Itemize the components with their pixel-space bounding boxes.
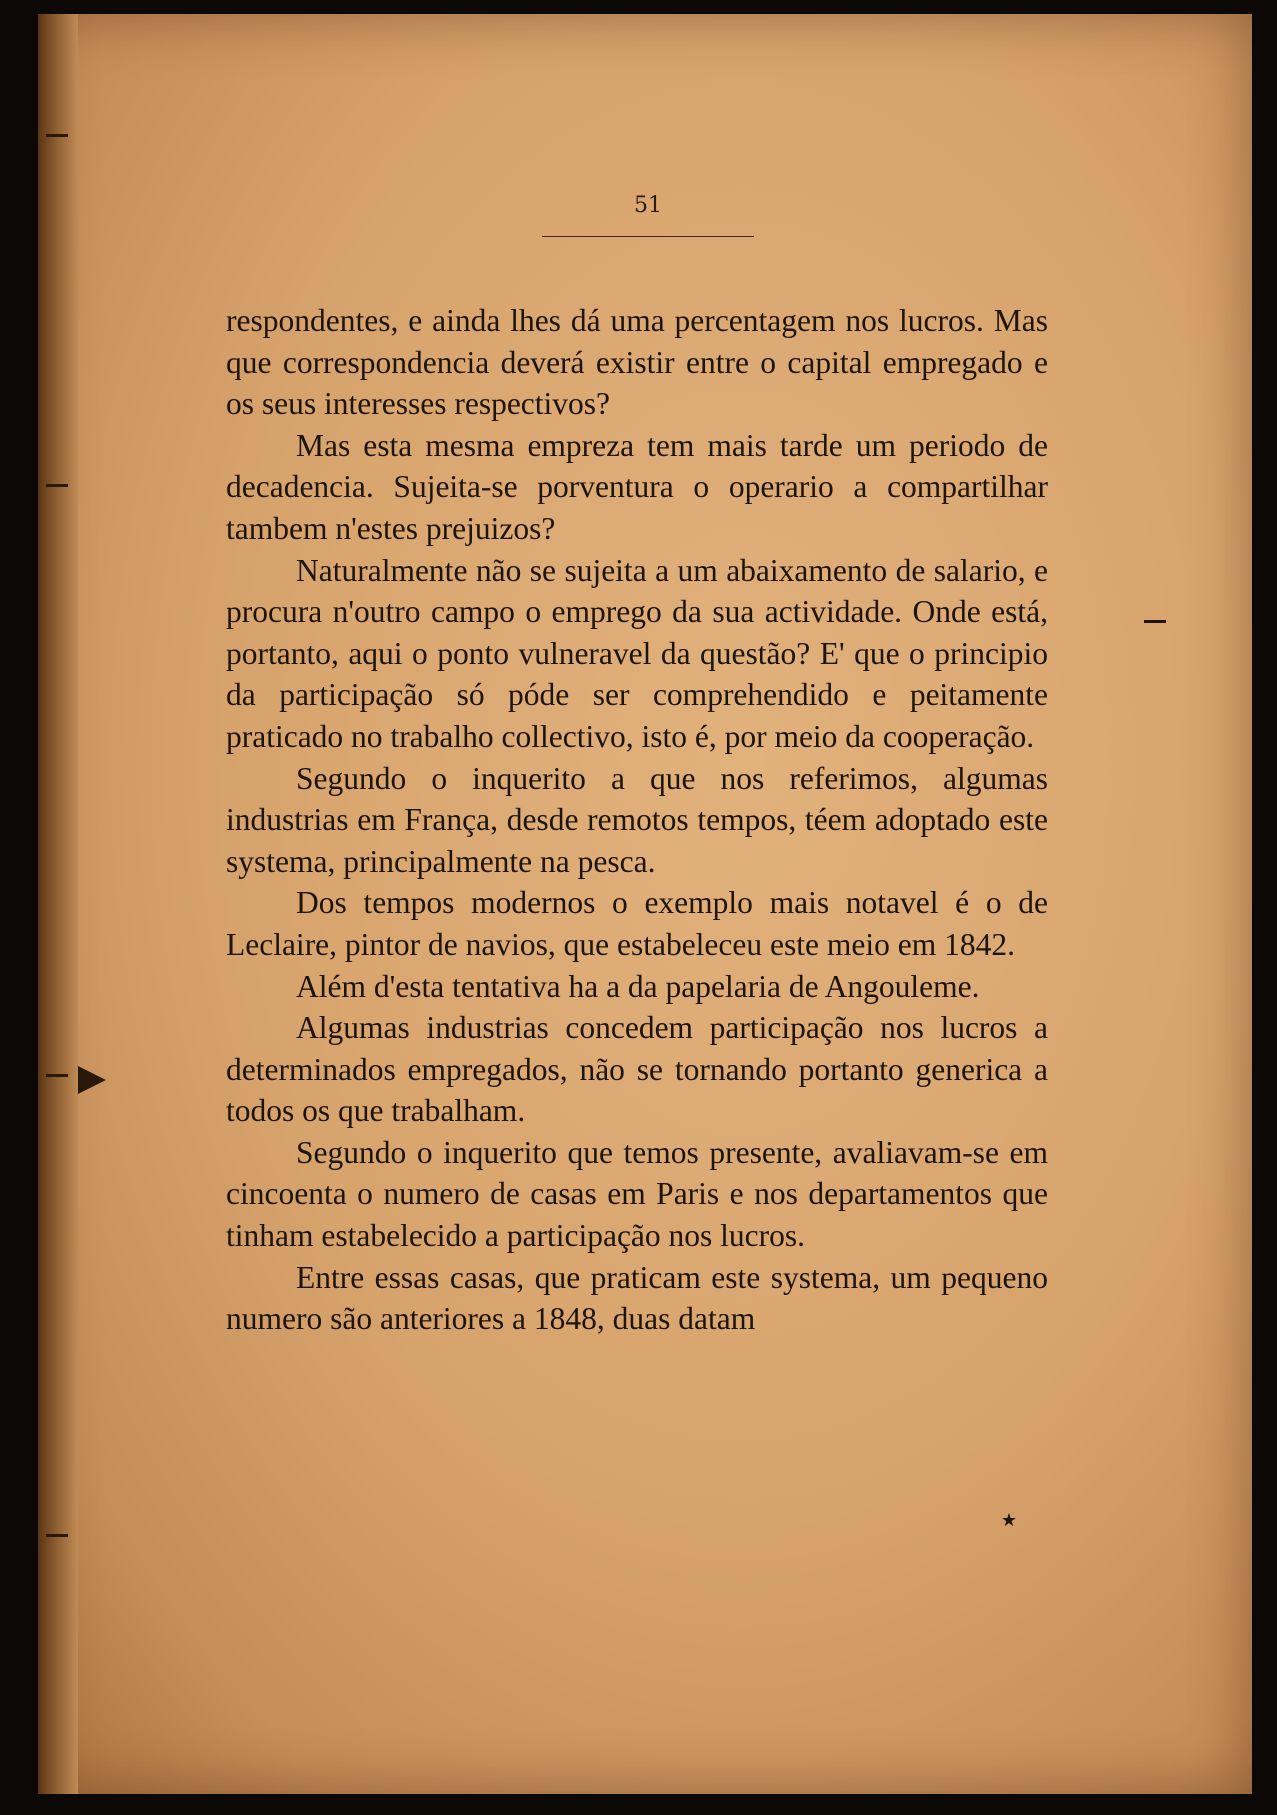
- paragraph: Algumas industrias concedem participação nos lucros a determinados empregados, não se tornando portanto generica a todos os que trabalham.: [226, 1010, 1048, 1129]
- paragraph: Mas esta mesma empreza tem mais tarde um periodo de decadencia. Sujeita-se porventura o operario a compartilhar tambem n'estes prejuizos?: [226, 427, 1048, 546]
- signature-star-mark: ★: [1000, 1510, 1018, 1531]
- margin-dash-mark: [1144, 620, 1166, 623]
- spine-stitch-mark: [46, 484, 68, 487]
- spine-stitch-mark: [46, 1534, 68, 1537]
- paragraph: Segundo o inquerito a que nos referimos, algumas industrias em França, desde remotos tempos, téem adoptado este systema, principalmente na pesca.: [226, 760, 1048, 879]
- page-number: 51: [634, 193, 662, 218]
- paragraph: Segundo o inquerito que temos presente, avaliavam-se em cincoenta o numero de casas em Paris e nos departamentos que tinham estabelecido a participação nos lucros.: [226, 1134, 1048, 1254]
- binding-fold-mark: [78, 1066, 106, 1094]
- header-rule: [542, 236, 754, 237]
- paragraph: Além d'esta tentativa ha a da papelaria de Angouleme.: [296, 968, 980, 1004]
- paragraph: Dos tempos modernos o exemplo mais notavel é o de Leclaire, pintor de navios, que estabeleceu este meio em 1842.: [226, 885, 1048, 962]
- paragraph: respondentes, e ainda lhes dá uma percentagem nos lucros. Mas que correspondencia deverá existir entre o capital empregado e os seus interesses respectivos?: [226, 303, 1048, 422]
- spine-stitch-mark: [46, 1074, 68, 1077]
- paragraph: Naturalmente não se sujeita a um abaixamento de salario, e procura n'outro campo o emprego da sua actividade. Onde está, portanto, aqui o ponto vulneravel da questão? E' que o principio da participação só póde ser comprehendido e peitamente praticado no trabalho collectivo, isto é, por meio da cooperação.: [226, 552, 1048, 754]
- body-text: [226, 300, 1048, 1340]
- paragraph: Entre essas casas, que praticam este systema, um pequeno numero são anteriores a 1848, duas datam: [226, 1259, 1048, 1337]
- spine-stitch-mark: [46, 134, 68, 137]
- page-spine-edge: [38, 14, 78, 1794]
